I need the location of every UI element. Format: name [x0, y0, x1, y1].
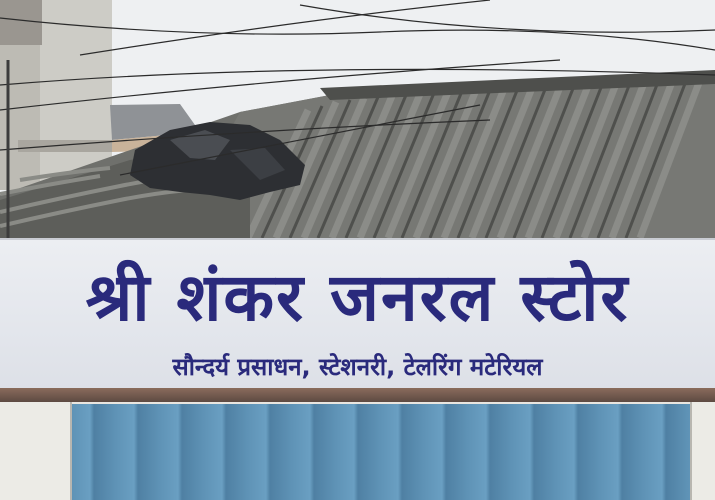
sign-title: श्री शंकर जनरल स्टोर [85, 259, 630, 336]
sign-subtitle: सौन्दर्य प्रसाधन, स्टेशनरी, टेलरिंग मटेरियल [172, 353, 543, 381]
sign-fascia [0, 388, 715, 402]
left-building-window [0, 0, 42, 45]
rolling-shutter [72, 404, 690, 500]
left-building-ledge [18, 140, 113, 152]
left-pillar [0, 402, 72, 500]
right-pillar [690, 402, 715, 500]
shop-signboard [0, 238, 715, 393]
